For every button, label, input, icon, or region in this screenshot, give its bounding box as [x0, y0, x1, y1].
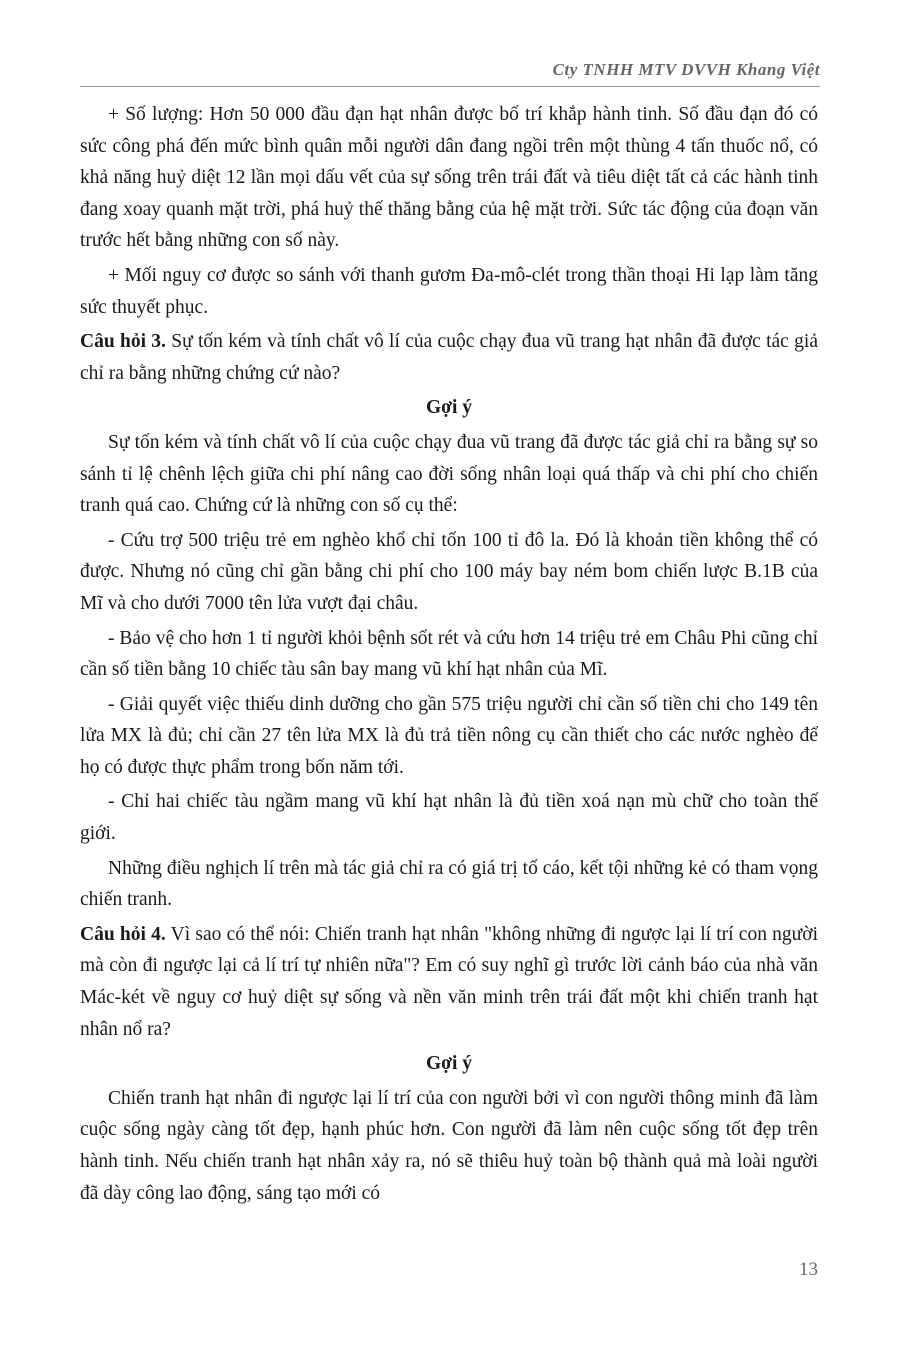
evidence-malaria: - Bảo vệ cho hơn 1 tỉ người khỏi bệnh sốt rét và cứu hơn 14 triệu trẻ em Châu Phi cũng chỉ cần số tiền bằng 10 chiếc tàu sân bay mang vũ khí hạt nhân của Mĩ.: [80, 627, 818, 681]
header-divider: [80, 86, 820, 87]
question-4: [80, 919, 818, 1045]
evidence-literacy: - Chỉ hai chiếc tàu ngầm mang vũ khí hạt nhân là đủ tiền xoá nạn mù chữ cho toàn thế giới.: [80, 791, 818, 845]
evidence-nutrition: - Giải quyết việc thiếu dinh dưỡng cho gần 575 triệu người chỉ cần số tiền chi cho 149 tên lửa MX là đủ; chỉ cần 27 tên lửa MX là đủ trả tiền nông cụ cần thiết cho các nước nghèo để họ có được thực phẩm trong bốn năm tới.: [80, 693, 818, 778]
answer-3-conclusion: Những điều nghịch lí trên mà tác giả chỉ ra có giá trị tố cáo, kết tội những kẻ có tham vọng chiến tranh.: [80, 857, 818, 911]
answer-3-intro: Sự tốn kém và tính chất vô lí của cuộc chạy đua vũ trang đã được tác giả chỉ ra bằng sự so sánh tỉ lệ chênh lệch giữa chi phí nâng cao đời sống nhân loại quá thấp và chi phí cho chiến tranh quá cao. Chứng cứ là những con số cụ thể:: [80, 431, 818, 517]
question-4-text: Vì sao có thể nói: Chiến tranh hạt nhân "không những đi ngược lại lí trí con người mà còn đi ngược lại cả lí trí tự nhiên nữa"? Em có suy nghĩ gì trước lời cảnh báo của nhà văn Mác-két về nguy cơ huỷ diệt sự sống và nền văn minh trên trái đất một khi chiến tranh hạt nhân nổ ra?: [80, 923, 818, 1040]
hint-heading-2: Gợi ý: [425, 1053, 472, 1075]
paragraph-quantity: + Số lượng: Hơn 50 000 đầu đạn hạt nhân được bố trí khắp hành tinh. Số đầu đạn đó có sức công phá đến mức bình quân mỗi người dân đang ngồi trên một thùng 4 tấn thuốc nổ, có khả năng huỷ diệt 12 lần mọi dấu vết của sự sống trên trái đất và tiêu diệt tất cả các hành tinh đang xoay quanh mặt trời, phá huỷ thế thăng bằng của hệ mặt trời. Sức tác động của đoạn văn trước hết bằng những con số này.: [80, 104, 818, 252]
page-header: Cty TNHH MTV DVVH Khang Việt: [552, 60, 820, 79]
question-3-text: Sự tốn kém và tính chất vô lí của cuộc chạy đua vũ trang hạt nhân đã được tác giả chỉ ra bằng những chứng cứ nào?: [80, 331, 818, 384]
answer-4-text: Chiến tranh hạt nhân đi ngược lại lí trí của con người bởi vì con người thông minh đã làm cuộc sống ngày càng tốt đẹp, hạnh phúc hơn. Con người đã làm nên cuộc sống tốt đẹp trên hành tinh. Nếu chiến tranh hạt nhân xảy ra, nó sẽ thiêu huỷ toàn bộ thành quả mà loài người đã dày công lao động, sáng tạo mới có: [80, 1087, 818, 1204]
hint-heading-1: Gợi ý: [425, 397, 472, 419]
question-4-label: Câu hỏi 4.: [80, 923, 166, 945]
question-3: [80, 326, 818, 389]
page-body: [80, 99, 818, 1212]
evidence-children: - Cứu trợ 500 triệu trẻ em nghèo khổ chỉ tốn 100 tỉ đô la. Đó là khoản tiền không thể có được. Nhưng nó cũng chỉ gần bằng chi phí cho 100 máy bay ném bom chiến lược B.1B của Mĩ và cho dưới 7000 tên lửa vượt đại châu.: [80, 529, 818, 614]
paragraph-damocles: + Mối nguy cơ được so sánh với thanh gươm Đa-mô-clét trong thần thoại Hi lạp làm tăng sức thuyết phục.: [80, 264, 818, 318]
question-3-label: Câu hỏi 3.: [80, 331, 166, 353]
page-number: 13: [799, 1259, 818, 1280]
